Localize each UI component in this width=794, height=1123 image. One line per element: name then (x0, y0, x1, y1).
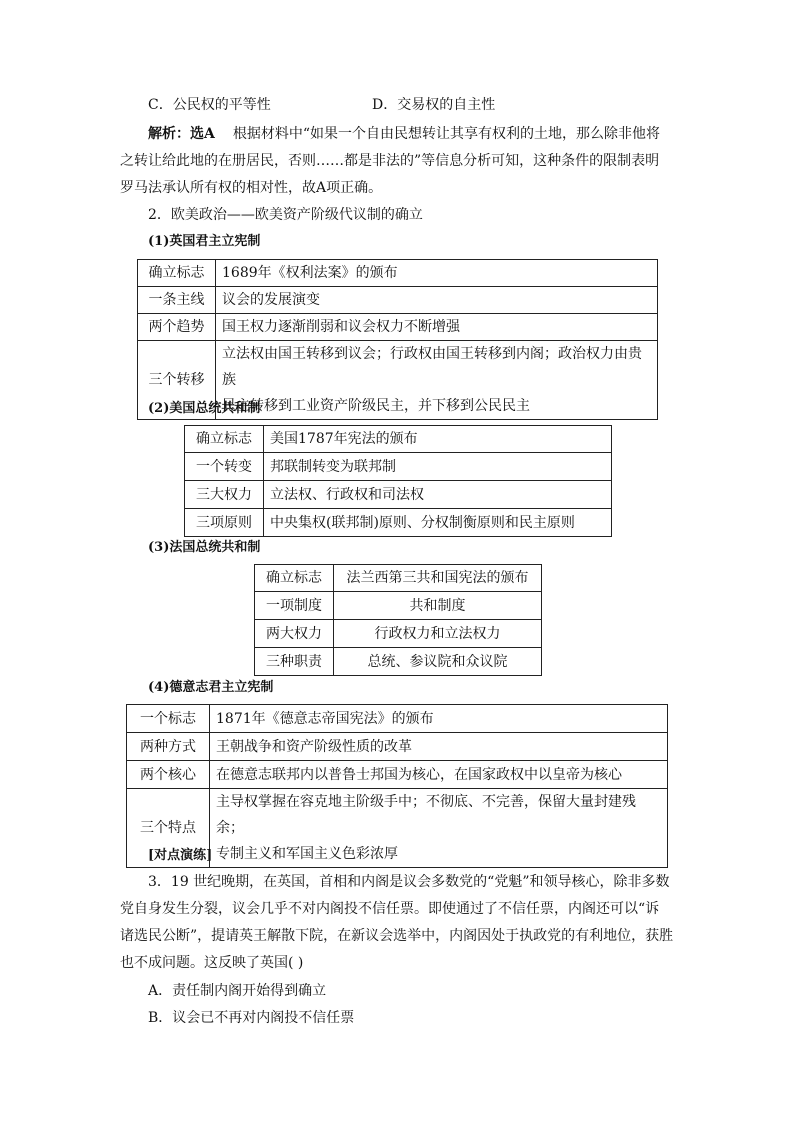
table-row (255, 620, 542, 648)
analysis-line-3: 罗马法承认所有权的相对性，故A项正确。 (120, 180, 383, 196)
uk-key: 确立标志 (138, 260, 216, 287)
uk-value: 议会的发展演变 (216, 287, 658, 314)
table-row (127, 733, 668, 761)
uk-value (216, 341, 658, 420)
table-row (138, 260, 658, 287)
uk-key: 两个趋势 (138, 314, 216, 341)
q3-option-b: B．议会已不再对内阁投不信任票 (148, 1010, 355, 1026)
us-key: 三大权力 (185, 481, 264, 509)
table-row (185, 453, 612, 481)
table-row (255, 648, 542, 676)
us-heading: (2)美国总统共和制 (148, 401, 261, 416)
table-row (255, 592, 542, 620)
table-row (255, 565, 542, 592)
practice-label: [对点演练] (148, 848, 213, 863)
section-2-title: 2．欧美政治——欧美资产阶级代议制的确立 (148, 207, 423, 223)
table-row (138, 287, 658, 314)
fr-value: 总统、参议院和众议院 (334, 648, 542, 676)
analysis-label: 解析：选A (148, 126, 215, 142)
uk-value-line: 立法权由国王转移到议会；行政权由国王转移到内阁；政治权力由贵族 (222, 346, 642, 388)
uk-key: 三个转移 (138, 341, 216, 420)
us-key: 三项原则 (185, 509, 264, 537)
us-value: 邦联制转变为联邦制 (264, 453, 612, 481)
table-row (127, 761, 668, 789)
option-c: C．公民权的平等性 (148, 97, 271, 113)
de-key: 三个特点 (127, 789, 210, 868)
fr-key: 确立标志 (255, 565, 334, 592)
de-table (126, 704, 668, 868)
us-key: 确立标志 (185, 426, 264, 453)
table-row (138, 314, 658, 341)
de-value-line: 主导权掌握在容克地主阶级手中；不彻底、不完善，保留大量封建残余； (216, 794, 636, 836)
uk-value: 国王权力逐渐削弱和议会权力不断增强 (216, 314, 658, 341)
fr-table (254, 564, 542, 676)
us-table (184, 425, 612, 537)
analysis-line-1 (148, 124, 660, 144)
table-row (185, 481, 612, 509)
de-value-line: 专制主义和军国主义色彩浓厚 (216, 846, 398, 862)
table-row (185, 509, 612, 537)
de-value: 1871年《德意志帝国宪法》的颁布 (210, 705, 668, 733)
uk-heading: (1)英国君主立宪制 (148, 234, 261, 249)
de-value: 王朝战争和资产阶级性质的改革 (210, 733, 668, 761)
fr-key: 三种职责 (255, 648, 334, 676)
fr-heading: (3)法国总统共和制 (148, 540, 261, 555)
q3-option-a: A．责任制内阁开始得到确立 (148, 983, 327, 999)
uk-key: 一条主线 (138, 287, 216, 314)
us-key: 一个转变 (185, 453, 264, 481)
fr-value: 法兰西第三共和国宪法的颁布 (334, 565, 542, 592)
uk-value: 1689年《权利法案》的颁布 (216, 260, 658, 287)
de-value (210, 789, 668, 868)
de-heading: (4)德意志君主立宪制 (148, 680, 274, 695)
uk-table (137, 259, 658, 420)
analysis-text-1: 根据材料中“如果一个自由民想转让其享有权利的土地，那么除非他将 (232, 126, 661, 142)
q3-line-4: 也不成问题。这反映了英国( ) (120, 955, 304, 971)
us-value: 美国1787年宪法的颁布 (264, 426, 612, 453)
q3-line-2: 党自身发生分裂，议会几乎不对内阁投不信任票。即使通过了不信任票，内阁还可以“诉 (120, 901, 660, 917)
de-value: 在德意志联邦内以普鲁士邦国为核心，在国家政权中以皇帝为核心 (210, 761, 668, 789)
fr-key: 一项制度 (255, 592, 334, 620)
table-row (185, 426, 612, 453)
uk-value-line: 民主转移到工业资产阶级民主，并下移到公民民主 (222, 398, 530, 414)
fr-value: 行政权力和立法权力 (334, 620, 542, 648)
de-key: 两种方式 (127, 733, 210, 761)
de-key: 一个标志 (127, 705, 210, 733)
table-row (127, 705, 668, 733)
q3-line-1: 3．19 世纪晚期，在英国，首相和内阁是议会多数党的“党魁”和领导核心，除非多数 (148, 874, 670, 890)
analysis-line-2: 之转让给此地的在册居民，否则……都是非法的”等信息分析可知，这种条件的限制表明 (120, 153, 660, 169)
us-value: 立法权、行政权和司法权 (264, 481, 612, 509)
de-key: 两个核心 (127, 761, 210, 789)
fr-key: 两大权力 (255, 620, 334, 648)
q3-line-3: 诸选民公断”，提请英王解散下院，在新议会选举中，内阁因处于执政党的有利地位，获胜 (120, 928, 674, 944)
option-d: D．交易权的自主性 (372, 97, 496, 113)
fr-value: 共和制度 (334, 592, 542, 620)
us-value: 中央集权(联邦制)原则、分权制衡原则和民主原则 (264, 509, 612, 537)
